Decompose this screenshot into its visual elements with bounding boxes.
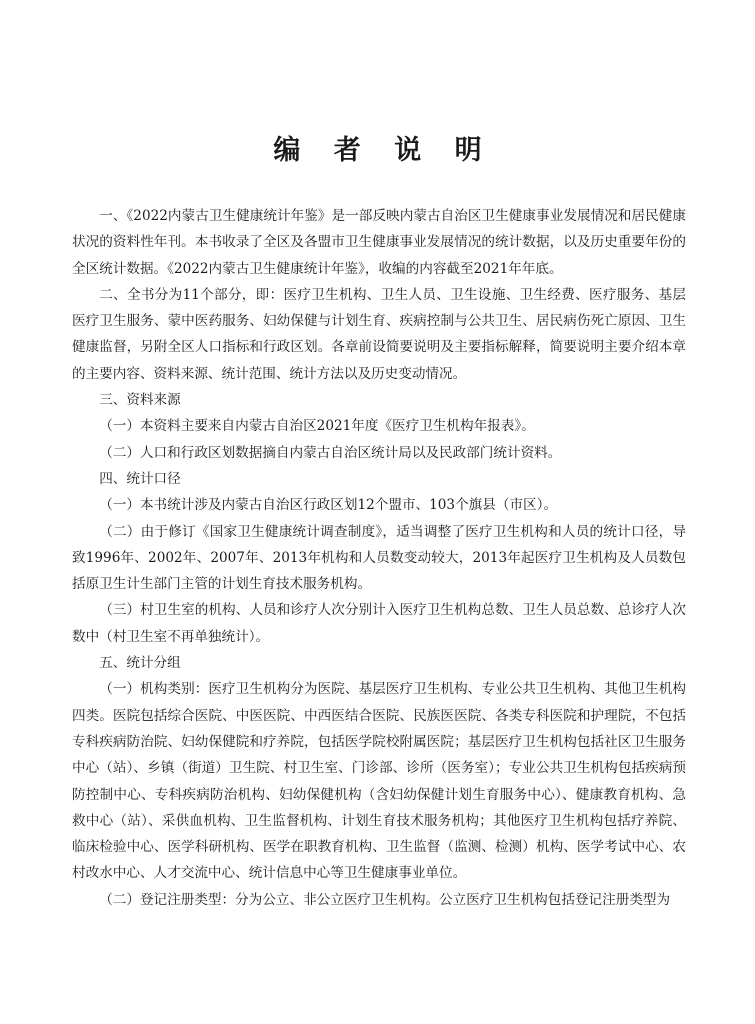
paragraph-scope-3: （三）村卫生室的机构、人员和诊疗人次分别计入医疗卫生机构总数、卫生人员总数、总诊疗人次数中（村卫生室不再单独统计）。 [72,602,686,645]
paragraph-grouping-2: （二）登记注册类型：分为公立、非公立医疗卫生机构。公立医疗卫生机构包括登记注册类型为 [99,891,671,908]
paragraph-intro: 一、《2022内蒙古卫生健康统计年鉴》是一部反映内蒙古自治区卫生健康事业发展情况和居民健康状况的资料性年刊。本书收录了全区及各盟市卫生健康事业发展情况的统计数据，以及历史重要年份的全区统计数据。《2022内蒙古卫生健康统计年鉴》，收编的内容截至2021年年底。 [72,208,686,277]
paragraph-scope-2: （二）由于修订《国家卫生健康统计调查制度》，适当调整了医疗卫生机构和人员的统计口径，导致1996年、2002年、2007年、2013年机构和人员数变动较大，2013年起医疗卫生机构及人员数包括原卫生计生部门主管的计划生育技术服务机构。 [72,523,686,593]
section-heading-statistical-scope: 四、统计口径 [99,470,181,487]
paragraph-scope-1: （一）本书统计涉及内蒙古自治区行政区划12个盟市、103个旗县（市区）。 [99,497,558,514]
page-title: 编 者 说 明 [273,135,494,166]
paragraph-grouping-1: （一）机构类别：医疗卫生机构分为医院、基层医疗卫生机构、专业公共卫生机构、其他卫生机构四类。医院包括综合医院、中医医院、中西医结合医院、民族医医院、各类专科医院和护理院，不包括专科疾病防治院、妇幼保健院和疗养院，包括医学院校附属医院；基层医疗卫生机构包括社区卫生服务中心（站）、乡镇（街道）卫生院、村卫生室、门诊部、诊所（医务室）；专业公共卫生机构包括疾病预防控制中心、专科疾病防治机构、妇幼保健机构（含妇幼保健计划生育服务中心）、健康教育机构、急救中心（站）、采供血机构、卫生监督机构、计划生育技术服务机构；其他医疗卫生机构包括疗养院、临床检验中心、医学科研机构、医学在职教育机构、卫生监督（监测、检测）机构、医学考试中心、农村改水中心、人才交流中心、统计信息中心等卫生健康事业单位。 [72,681,686,882]
section-heading-data-source: 三、资料来源 [99,392,181,409]
paragraph-data-source-2: （二）人口和行政区划数据摘自内蒙古自治区统计局以及民政部门统计资料。 [99,444,562,461]
paragraph-data-source-1: （一）本资料主要来自内蒙古自治区2021年度《医疗卫生机构年报表》。 [99,418,535,435]
paragraph-structure: 二、全书分为11个部分，即：医疗卫生机构、卫生人员、卫生设施、卫生经费、医疗服务、基层医疗卫生服务、蒙中医药服务、妇幼保健与计划生育、疾病控制与公共卫生、居民病伤死亡原因、卫生健康监督，另附全区人口指标和行政区划。各章前设简要说明及主要指标解释，简要说明主要介绍本章的主要内容、资料来源、统计范围、统计方法以及历史变动情况。 [72,286,686,382]
body-text [72,203,686,913]
section-heading-grouping: 五、统计分组 [99,655,181,672]
